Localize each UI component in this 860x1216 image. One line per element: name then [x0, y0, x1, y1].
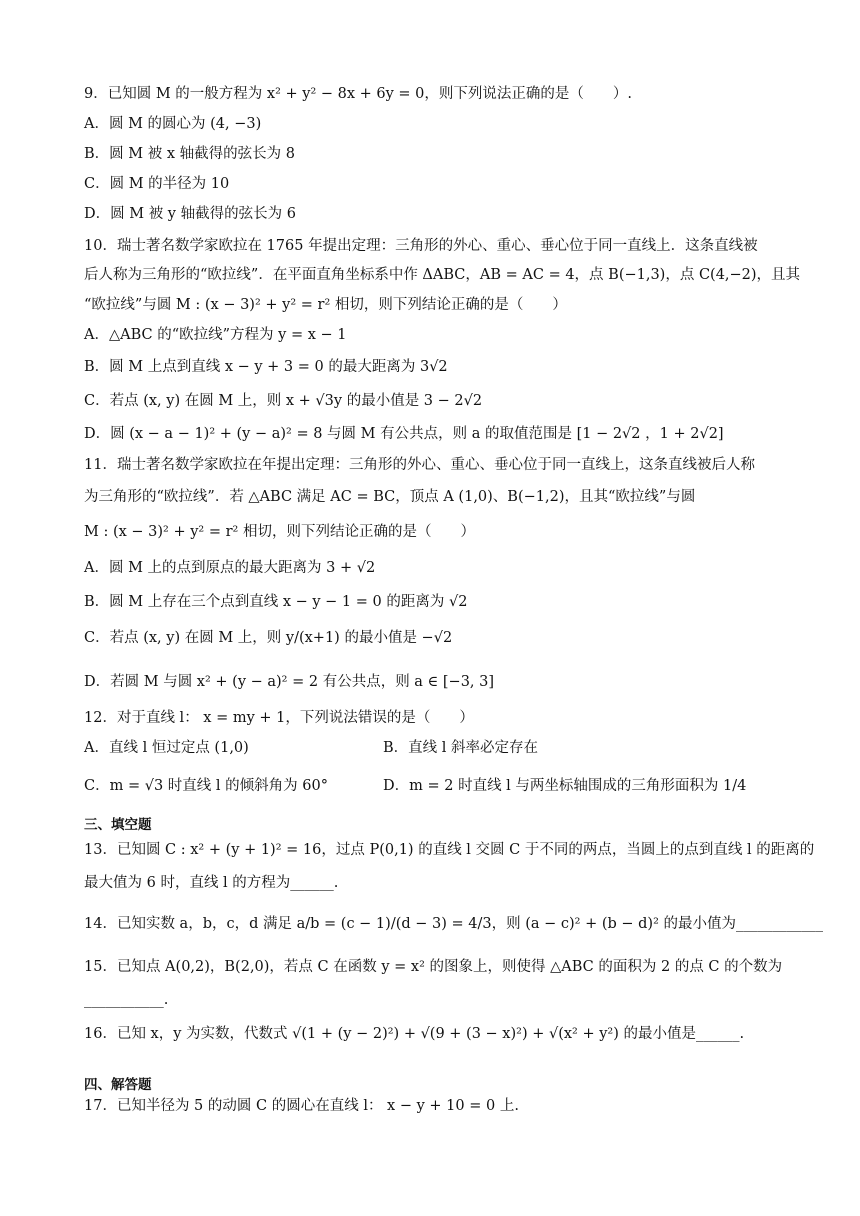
q9-option-a: A．圆 M 的圆心为 (4, −3) [84, 116, 262, 132]
q15-line1: 15．已知点 A(0,2)，B(2,0)，若点 C 在函数 y = x² 的图象上，则使得 △ABC 的面积为 2 的点 C 的个数为 [84, 959, 783, 975]
q11-stem-line1: 11．瑞士著名数学家欧拉在年提出定理：三角形的外心、重心、垂心位于同一直线上，这条直线被后人称 [84, 457, 755, 473]
q10-stem-line1: 10．瑞士著名数学家欧拉在 1765 年提出定理：三角形的外心、重心、垂心位于同一直线上．这条直线被 [84, 238, 758, 254]
q12-option-b: B．直线 l 斜率必定存在 [383, 740, 539, 756]
q10-option-d: D．圆 (x − a − 1)² + (y − a)² = 8 与圆 M 有公共点，则 a 的取值范围是 [1 − 2√2 ，1 + 2√2] [84, 426, 724, 442]
q16: 16．已知 x，y 为实数，代数式 √(1 + (y − 2)²) + √(9 + (3 − x)²) + √(x² + y²) 的最小值是______. [84, 1026, 745, 1042]
q11-option-b: B．圆 M 上存在三个点到直线 x − y − 1 = 0 的距离为 √2 [84, 594, 468, 610]
q9-option-c: C．圆 M 的半径为 10 [84, 176, 230, 192]
q15-line2: ___________. [84, 992, 169, 1008]
q11-option-d: D．若圆 M 与圆 x² + (y − a)² = 2 有公共点，则 a ∈ [−3, 3] [84, 674, 495, 690]
q17: 17．已知半径为 5 的动圆 C 的圆心在直线 l： x − y + 10 = 0 上. [84, 1098, 519, 1114]
section-answer-heading: 四、解答题 [84, 1077, 152, 1093]
q10-option-a: A．△ABC 的“欧拉线”方程为 y = x − 1 [84, 327, 347, 343]
q10-stem-line3: “欧拉线”与圆 M : (x − 3)² + y² = r² 相切，则下列结论正确的是（ ） [84, 297, 567, 313]
q12-option-a: A．直线 l 恒过定点 (1,0) [84, 740, 249, 756]
q12-option-d: D．m = 2 时直线 l 与两坐标轴围成的三角形面积为 1/4 [383, 778, 747, 794]
q10-option-b: B．圆 M 上点到直线 x − y + 3 = 0 的最大距离为 3√2 [84, 359, 448, 375]
q12-option-c: C．m = √3 时直线 l 的倾斜角为 60° [84, 778, 328, 794]
q11-stem-line2: 为三角形的“欧拉线”．若 △ABC 满足 AC = BC，顶点 A (1,0)、B(−1,2)，且其“欧拉线”与圆 [84, 489, 696, 505]
section-fill-in-heading: 三、填空题 [84, 817, 152, 833]
q13-line2: 最大值为 6 时，直线 l 的方程为______. [84, 875, 339, 891]
q10-option-c: C．若点 (x, y) 在圆 M 上，则 x + √3y 的最小值是 3 − 2√2 [84, 393, 483, 409]
q10-stem-line2: 后人称为三角形的“欧拉线”．在平面直角坐标系中作 ΔABC，AB = AC = 4，点 B(−1,3)，点 C(4,−2)，且其 [84, 267, 801, 283]
q11-option-c: C．若点 (x, y) 在圆 M 上，则 y/(x+1) 的最小值是 −√2 [84, 630, 453, 646]
q9-option-b: B．圆 M 被 x 轴截得的弦长为 8 [84, 146, 295, 162]
q11-stem-line3: M : (x − 3)² + y² = r² 相切，则下列结论正确的是（ ） [84, 524, 475, 540]
q11-option-a: A．圆 M 上的点到原点的最大距离为 3 + √2 [84, 560, 376, 576]
q9-option-d: D．圆 M 被 y 轴截得的弦长为 6 [84, 206, 296, 222]
q12-stem: 12．对于直线 l： x = my + 1，下列说法错误的是（ ） [84, 710, 474, 726]
q9-stem: 9．已知圆 M 的一般方程为 x² + y² − 8x + 6y = 0，则下列说法正确的是（ ）. [84, 86, 633, 102]
q14: 14．已知实数 a，b，c，d 满足 a/b = (c − 1)/(d − 3) = 4/3，则 (a − c)² + (b − d)² 的最小值为____________ [84, 916, 823, 932]
q13-line1: 13．已知圆 C : x² + (y + 1)² = 16，过点 P(0,1) 的直线 l 交圆 C 于不同的两点，当圆上的点到直线 l 的距离的 [84, 842, 815, 858]
